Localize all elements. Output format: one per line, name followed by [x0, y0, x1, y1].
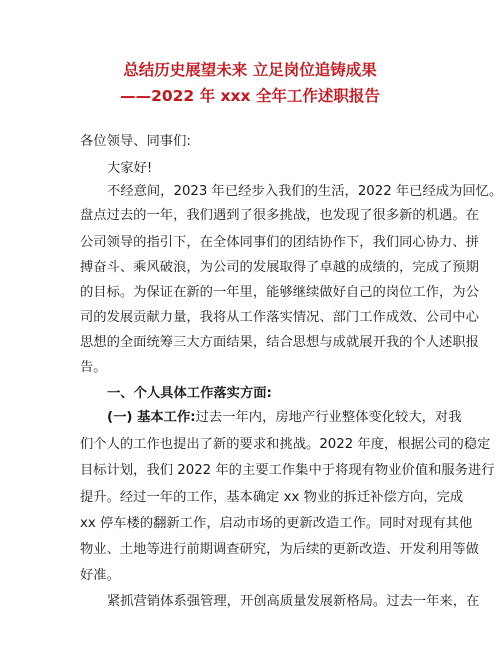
body-line: xx 停车楼的翻新工作，启动市场的更新改造工作。同时对现有其他 [80, 516, 473, 531]
intro-line: 告。 [80, 360, 107, 375]
body-line: 提升。经过一年的工作，基本确定 xx 物业的拆迁补偿方向，完成 [80, 490, 464, 505]
body-line: 紧抓营销体系强管理，开创高质量发展新格局。过去一年来，在 [107, 594, 480, 609]
subsection-text: 过去一年内，房地产行业整体变化较大，对我 [195, 410, 462, 425]
intro-line: 思想的全面统筹三大方面结果，结合思想与成就展开我的个人述职报 [80, 335, 479, 350]
greeting: 大家好! [107, 161, 153, 176]
intro-line: 司的发展贡献力量，我将从工作落实情况、部门工作成效、公司中心 [80, 310, 479, 325]
body-line: 好准。 [80, 568, 120, 583]
section-heading: 一、个人具体工作落实方面: [107, 386, 272, 401]
intro-line: 不经意间，2023 年已经步入我们的生活，2022 年已经成为回忆。 [107, 184, 502, 199]
salutation: 各位领导、同事们: [80, 134, 191, 149]
body-line: 物业、土地等进行前期调查研究，为后续的更新改造、开发利用等做 [80, 542, 479, 557]
document-subtitle: ——2022 年 xxx 全年工作述职报告 [120, 87, 380, 105]
body-line: 目标计划，我们 2022 年的主要工作集中于将现有物业价值和服务进行 [80, 463, 495, 478]
body-line: 们个人的工作也提出了新的要求和挑战。2022 年度，根据公司的稳定 [80, 437, 491, 452]
subsection-label: (一) 基本工作: [107, 410, 196, 425]
subsection-first-line [107, 409, 462, 427]
intro-line: 公司领导的指引下，在全体同事们的团结协作下，我们同心协力、拼 [80, 235, 479, 250]
intro-line: 的目标。为保证在新的一年里，能够继续做好自己的岗位工作，为公 [80, 285, 479, 300]
intro-line: 盘点过去的一年，我们遇到了很多挑战，也发现了很多新的机遇。在 [80, 208, 479, 223]
document-title: 总结历史展望未来 立足岗位追铸成果 [123, 61, 377, 79]
intro-line: 搏奋斗、乘风破浪，为公司的发展取得了卓越的成绩的，完成了预期 [80, 260, 479, 275]
